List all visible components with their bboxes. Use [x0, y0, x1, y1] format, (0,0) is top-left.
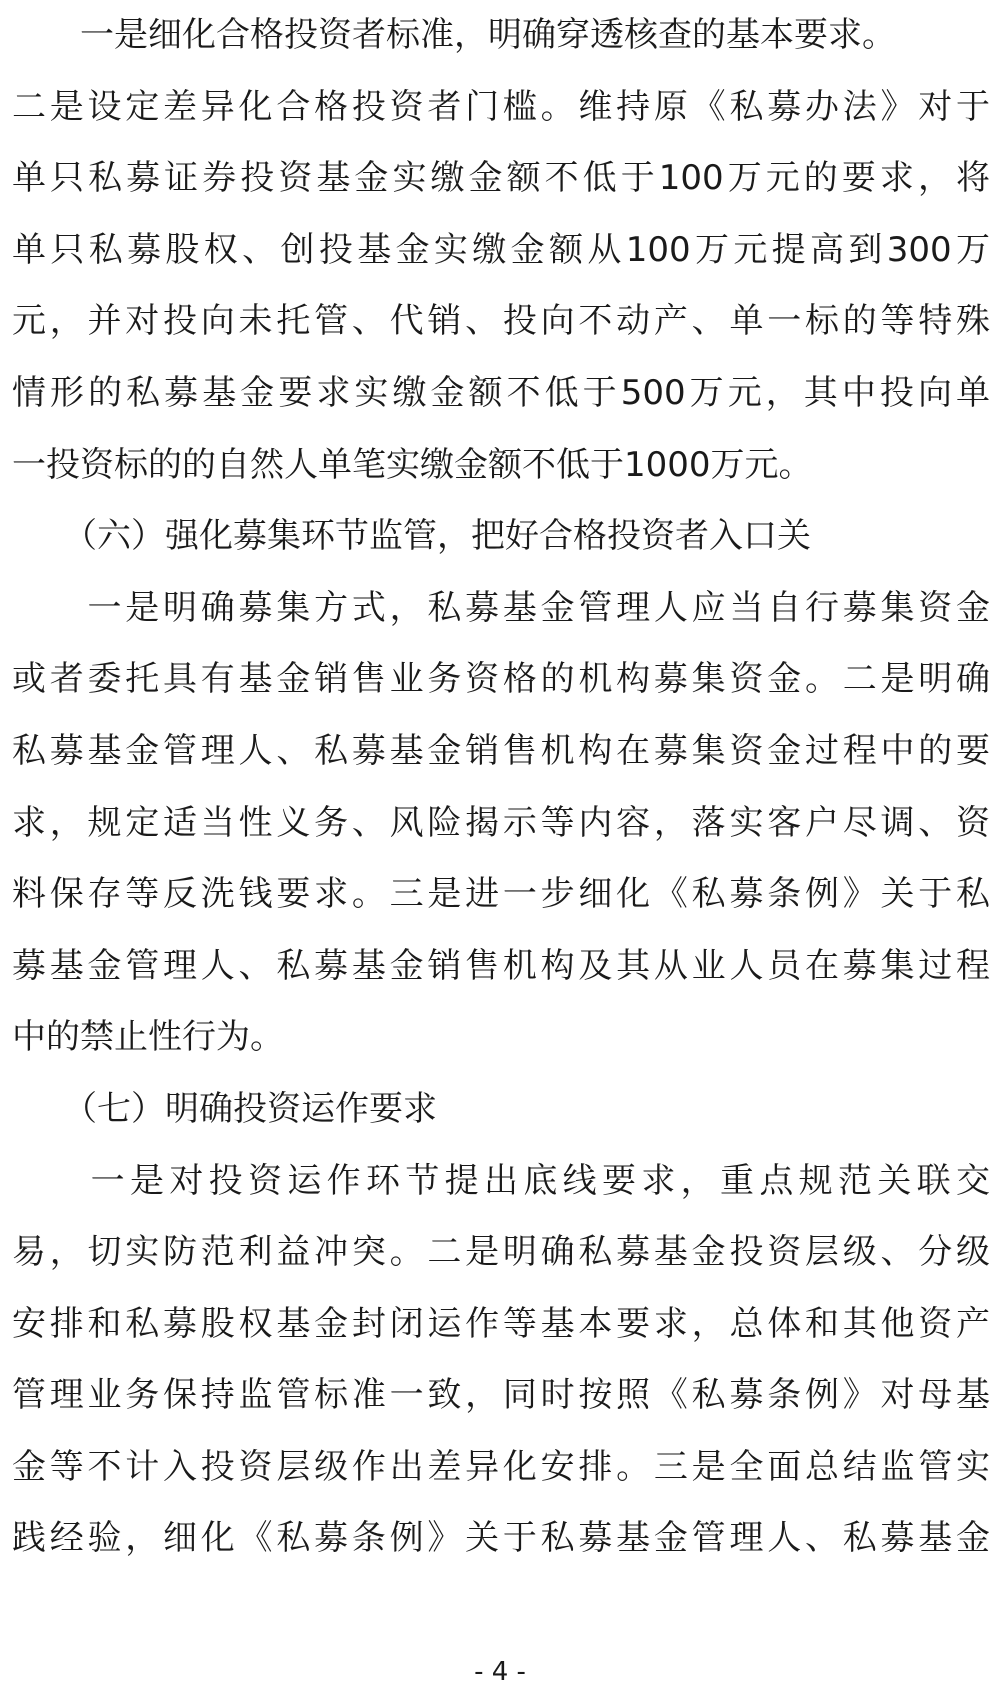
- text-line: 单只私募股权、创投基金实缴金额从100万元提高到300万: [12, 229, 990, 270]
- text-line: 求，规定适当性义务、风险揭示等内容，落实客户尽调、资: [12, 802, 990, 843]
- text-line: 一投资标的的自然人单笔实缴金额不低于1000万元。: [12, 444, 813, 485]
- text-line: 二是设定差异化合格投资者门槛。维持原《私募办法》对于: [12, 86, 990, 127]
- section-heading: （七）明确投资运作要求: [12, 1088, 437, 1129]
- text-line: 情形的私募基金要求实缴金额不低于500万元，其中投向单: [12, 372, 990, 413]
- text-line: 践经验，细化《私募条例》关于私募基金管理人、私募基金: [12, 1518, 990, 1559]
- text-line: 一是细化合格投资者标准，明确穿透核查的基本要求。: [12, 15, 896, 55]
- text-line: 单只私募证券投资基金实缴金额不低于100万元的要求，将: [12, 158, 990, 199]
- text-line: 料保存等反洗钱要求。三是进一步细化《私募条例》关于私: [12, 874, 990, 915]
- page-number: - 4 -: [474, 1657, 526, 1687]
- body-text: [12, 0, 990, 1575]
- text-line: 一是对投资运作环节提出底线要求，重点规范关联交: [12, 1160, 990, 1201]
- text-line: 元，并对投向未托管、代销、投向不动产、单一标的等特殊: [12, 301, 990, 342]
- text-line: 易，切实防范利益冲突。二是明确私募基金投资层级、分级: [12, 1232, 990, 1273]
- text-line: 中的禁止性行为。: [12, 1017, 284, 1058]
- text-line: 募基金管理人、私募基金销售机构及其从业人员在募集过程: [12, 945, 990, 986]
- text-line: 金等不计入投资层级作出差异化安排。三是全面总结监管实: [12, 1446, 990, 1487]
- text-line: 或者委托具有基金销售业务资格的机构募集资金。二是明确: [12, 659, 990, 700]
- text-line: 管理业务保持监管标准一致，同时按照《私募条例》对母基: [12, 1375, 990, 1416]
- text-line: 安排和私募股权基金封闭运作等基本要求，总体和其他资产: [12, 1303, 990, 1344]
- text-line: 私募基金管理人、私募基金销售机构在募集资金过程中的要: [12, 730, 990, 771]
- section-heading: （六）强化募集环节监管，把好合格投资者入口关: [12, 516, 811, 557]
- text-line: 一是明确募集方式，私募基金管理人应当自行募集资金: [12, 587, 990, 628]
